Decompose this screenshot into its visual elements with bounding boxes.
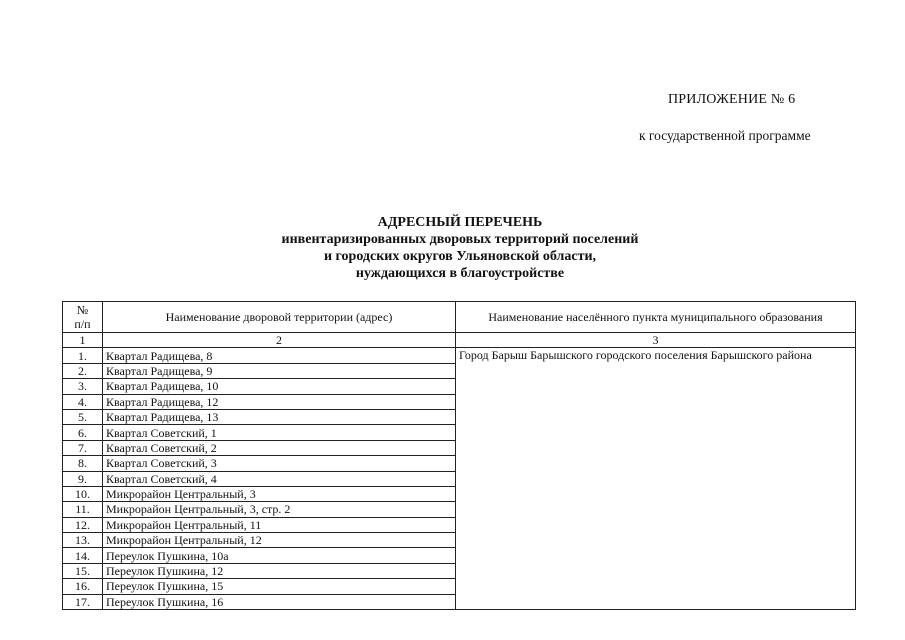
header-address: Наименование дворовой территории (адрес) bbox=[103, 302, 456, 333]
locality-cell: Город Барыш Барышского городского поселения Барышского района bbox=[456, 348, 856, 610]
header-num-text: № п/п bbox=[74, 303, 91, 331]
row-address: Переулок Пушкина, 15 bbox=[103, 579, 456, 594]
row-address: Квартал Радищева, 13 bbox=[103, 409, 456, 424]
row-number: 10. bbox=[63, 486, 103, 501]
row-number: 12. bbox=[63, 517, 103, 532]
row-address: Квартал Советский, 2 bbox=[103, 440, 456, 455]
row-address: Квартал Радищева, 12 bbox=[103, 394, 456, 409]
table-row bbox=[63, 348, 856, 363]
row-number: 8. bbox=[63, 456, 103, 471]
column-number-1: 1 bbox=[63, 333, 103, 348]
header-num bbox=[63, 302, 103, 333]
row-number: 5. bbox=[63, 409, 103, 424]
row-number: 6. bbox=[63, 425, 103, 440]
row-number: 4. bbox=[63, 394, 103, 409]
row-number: 17. bbox=[63, 594, 103, 609]
row-number: 9. bbox=[63, 471, 103, 486]
row-number: 7. bbox=[63, 440, 103, 455]
row-address: Переулок Пушкина, 12 bbox=[103, 563, 456, 578]
appendix-label: ПРИЛОЖЕНИЕ № 6 bbox=[668, 92, 796, 107]
program-reference: к государственной программе bbox=[639, 128, 811, 143]
address-table bbox=[62, 301, 856, 610]
row-address: Микрорайон Центральный, 3, стр. 2 bbox=[103, 502, 456, 517]
row-number: 1. bbox=[63, 348, 103, 363]
column-number-3: 3 bbox=[456, 333, 856, 348]
row-number: 3. bbox=[63, 379, 103, 394]
row-number: 11. bbox=[63, 502, 103, 517]
title-line-2: инвентаризированных дворовых территорий поселений bbox=[281, 232, 639, 247]
row-address: Переулок Пушкина, 10а bbox=[103, 548, 456, 563]
row-address: Микрорайон Центральный, 3 bbox=[103, 486, 456, 501]
header-locality: Наименование населённого пункта муниципального образования bbox=[456, 302, 856, 333]
title-line-3: и городских округов Ульяновской области, bbox=[323, 249, 597, 264]
row-address: Квартал Радищева, 8 bbox=[103, 348, 456, 363]
document-title bbox=[160, 214, 760, 282]
row-address: Переулок Пушкина, 16 bbox=[103, 594, 456, 609]
row-number: 16. bbox=[63, 579, 103, 594]
table-header-row bbox=[63, 302, 856, 333]
row-address: Квартал Радищева, 10 bbox=[103, 379, 456, 394]
column-number-2: 2 bbox=[103, 333, 456, 348]
row-number: 13. bbox=[63, 533, 103, 548]
row-address: Микрорайон Центральный, 12 bbox=[103, 533, 456, 548]
row-address: Квартал Советский, 4 bbox=[103, 471, 456, 486]
row-address: Квартал Советский, 3 bbox=[103, 456, 456, 471]
row-number: 15. bbox=[63, 563, 103, 578]
row-address: Микрорайон Центральный, 11 bbox=[103, 517, 456, 532]
row-address: Квартал Радищева, 9 bbox=[103, 363, 456, 378]
row-number: 14. bbox=[63, 548, 103, 563]
row-address: Квартал Советский, 1 bbox=[103, 425, 456, 440]
column-number-row bbox=[63, 333, 856, 348]
row-number: 2. bbox=[63, 363, 103, 378]
title-line-4: нуждающихся в благоустройстве bbox=[355, 266, 565, 281]
title-line-1: АДРЕСНЫЙ ПЕРЕЧЕНЬ bbox=[377, 215, 543, 230]
